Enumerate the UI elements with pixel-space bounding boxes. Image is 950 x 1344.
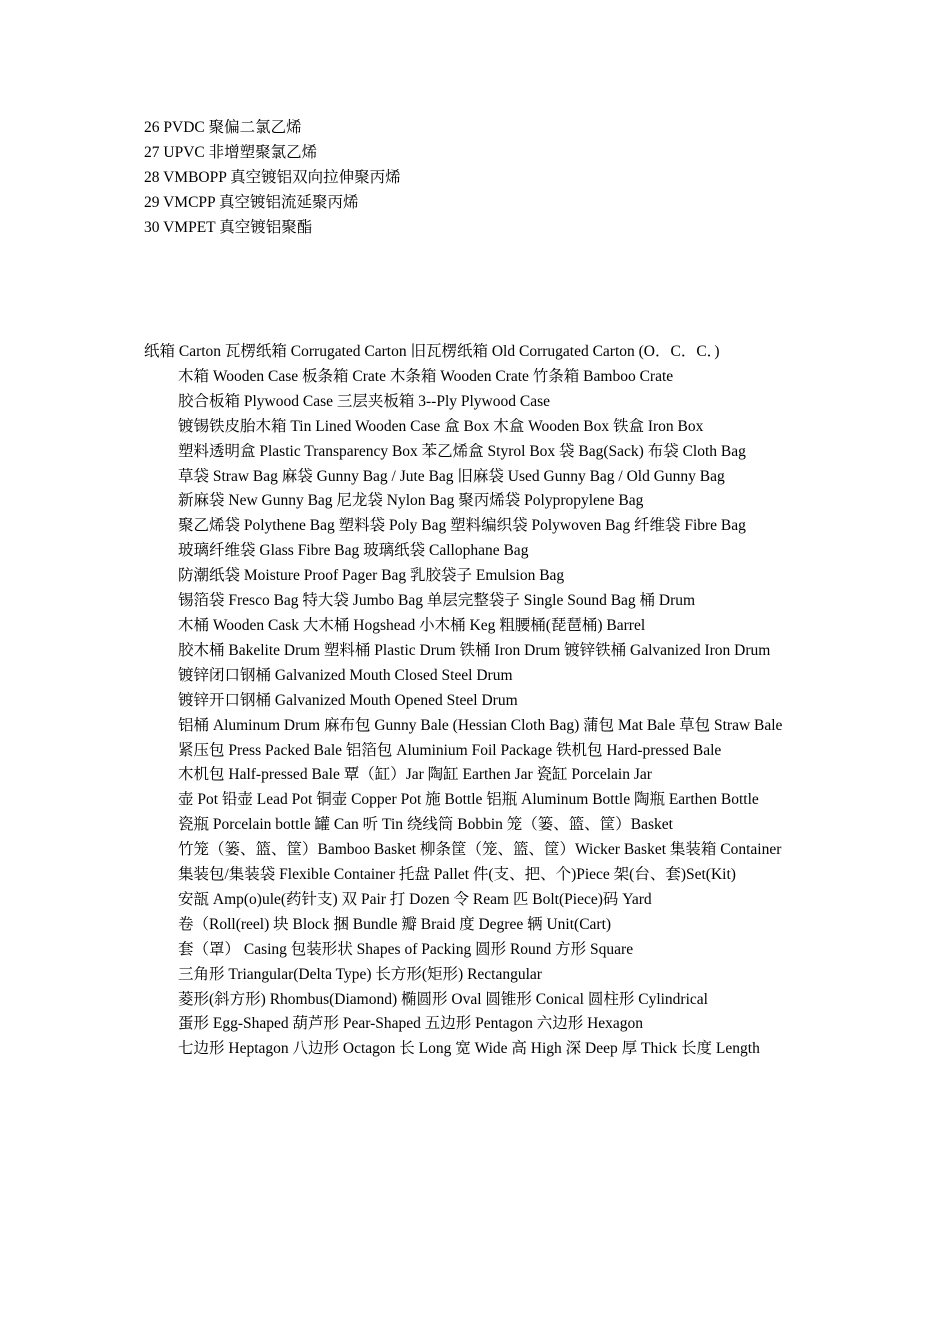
glossary-paragraph: 七边形 Heptagon 八边形 Octagon 长 Long 宽 Wide 高 High 深 Deep 厚 Thick 长度 Length: [178, 1040, 760, 1058]
glossary-paragraph: 锡箔袋 Fresco Bag 特大袋 Jumbo Bag 单层完整袋子 Single Sound Bag 桶 Drum: [178, 592, 696, 610]
glossary-paragraph: 玻璃纤维袋 Glass Fibre Bag 玻璃纸袋 Callophane Bag: [178, 542, 529, 560]
glossary-paragraph: 纸箱 Carton 瓦楞纸箱 Corrugated Carton 旧瓦楞纸箱 Old Corrugated Carton (O．C．C．): [144, 343, 720, 360]
glossary-paragraph: 木箱 Wooden Case 板条箱 Crate 木条箱 Wooden Crate 竹条箱 Bamboo Crate: [178, 367, 674, 385]
glossary-paragraph: 胶合板箱 Plywood Case 三层夹板箱 3--Ply Plywood Case: [178, 392, 551, 410]
glossary-paragraph: 镀锡铁皮胎木箱 Tin Lined Wooden Case 盒 Box 木盒 Wooden Box 铁盒 Iron Box: [178, 417, 704, 435]
glossary-paragraph: 蛋形 Egg-Shaped 葫芦形 Pear-Shaped 五边形 Pentagon 六边形 Hexagon: [178, 1015, 644, 1033]
glossary-paragraph: 安瓿 Amp(o)ule(药针支) 双 Pair 打 Dozen 令 Ream 匹 Bolt(Piece)码 Yard: [178, 890, 652, 908]
glossary-paragraph: 竹笼（篓、篮、筐）Bamboo Basket 柳条筐（笼、篮、筐）Wicker Basket 集装箱 Container: [178, 841, 782, 859]
glossary-paragraph: 防潮纸袋 Moisture Proof Pager Bag 乳胶袋子 Emulsion Bag: [178, 567, 565, 585]
glossary-paragraph: 木桶 Wooden Cask 大木桶 Hogshead 小木桶 Keg 粗腰桶(琵琶桶) Barrel: [178, 616, 646, 634]
packaging-glossary: [144, 340, 806, 1062]
glossary-paragraph: 瓷瓶 Porcelain bottle 罐 Can 听 Tin 绕线筒 Bobbin 笼（篓、篮、筐）Basket: [178, 816, 673, 834]
glossary-paragraph: 卷（Roll(reel) 块 Block 捆 Bundle 瓣 Braid 度 Degree 辆 Unit(Cart): [178, 915, 612, 933]
glossary-paragraph: 塑料透明盒 Plastic Transparency Box 苯乙烯盒 Styrol Box 袋 Bag(Sack) 布袋 Cloth Bag: [178, 442, 746, 460]
glossary-paragraph: 草袋 Straw Bag 麻袋 Gunny Bag / Jute Bag 旧麻袋 Used Gunny Bag / Old Gunny Bag: [178, 467, 725, 485]
abbreviation-list: [144, 116, 806, 240]
glossary-paragraph: 新麻袋 New Gunny Bag 尼龙袋 Nylon Bag 聚丙烯袋 Polypropylene Bag: [178, 492, 644, 510]
glossary-paragraph: 铝桶 Aluminum Drum 麻布包 Gunny Bale (Hessian Cloth Bag) 蒲包 Mat Bale 草包 Straw Bale: [178, 716, 783, 734]
glossary-paragraph: 镀锌开口钢桶 Galvanized Mouth Opened Steel Drum: [178, 691, 518, 709]
glossary-paragraph: 集装包/集装袋 Flexible Container 托盘 Pallet 件(支、把、个)Piece 架(台、套)Set(Kit): [178, 866, 736, 884]
glossary-paragraph: 壶 Pot 铅壶 Lead Pot 铜壶 Copper Pot 施 Bottle 铝瓶 Aluminum Bottle 陶瓶 Earthen Bottle: [178, 791, 759, 809]
glossary-paragraph: 紧压包 Press Packed Bale 铝箔包 Aluminium Foil Package 铁机包 Hard-pressed Bale: [178, 741, 722, 759]
abbreviation-item: 29 VMCPP 真空镀铝流延聚丙烯: [144, 193, 359, 211]
glossary-paragraph: 三角形 Triangular(Delta Type) 长方形(矩形) Rectangular: [178, 965, 542, 983]
glossary-paragraph: 胶木桶 Bakelite Drum 塑料桶 Plastic Drum 铁桶 Iron Drum 镀锌铁桶 Galvanized Iron Drum: [178, 641, 771, 659]
glossary-paragraph: 木机包 Half-pressed Bale 覃（缸）Jar 陶缸 Earthen Jar 瓷缸 Porcelain Jar: [178, 766, 652, 784]
glossary-paragraph: 菱形(斜方形) Rhombus(Diamond) 椭圆形 Oval 圆锥形 Conical 圆柱形 Cylindrical: [178, 990, 708, 1008]
glossary-paragraph: 镀锌闭口钢桶 Galvanized Mouth Closed Steel Drum: [178, 666, 513, 684]
glossary-paragraph: 聚乙烯袋 Polythene Bag 塑料袋 Poly Bag 塑料编织袋 Polywoven Bag 纤维袋 Fibre Bag: [178, 517, 746, 535]
abbreviation-item: 27 UPVC 非增塑聚氯乙烯: [144, 143, 318, 161]
abbreviation-item: 28 VMBOPP 真空镀铝双向拉伸聚丙烯: [144, 168, 401, 186]
glossary-paragraph: 套（罩） Casing 包装形状 Shapes of Packing 圆形 Round 方形 Square: [178, 940, 634, 958]
abbreviation-item: 26 PVDC 聚偏二氯乙烯: [144, 119, 302, 136]
abbreviation-item: 30 VMPET 真空镀铝聚酯: [144, 218, 313, 236]
